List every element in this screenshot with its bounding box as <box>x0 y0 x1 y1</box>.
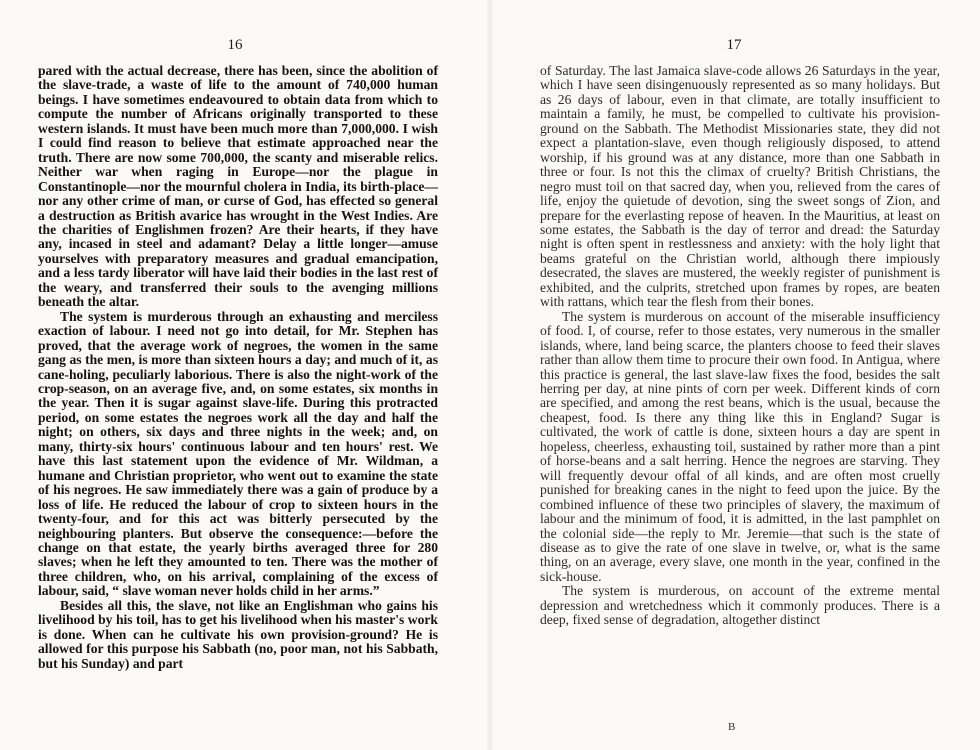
paragraph: Besides all this, the slave, not like an Englishman who gains his livelihood by his toil, has to get his livelihood when his master's work is done. When can he cultivate his own provision-ground? He is allowed for this purpose his Sabbath (no, poor man, not his Sabbath, but his Sunday) and part <box>38 597 438 671</box>
right-page-body <box>540 64 940 628</box>
signature-mark: B <box>728 721 736 733</box>
paragraph: of Saturday. The last Jamaica slave-code allows 26 Saturdays in the year, which I have seen disingenuously represented as so many holidays. But as 26 days of labour, even in that climate, are totally insufficient to maintain a family, he must, be compelled to cultivate his provision-ground on the Sabbath. The Methodist Missionaries state, they did not expect a plantation-slave, even though religiously disposed, to attend worship, if his ground was at any distance, more than one Sabbath in three or four. Is not this the climax of cruelty? British Christians, the negro must toil on that sacred day, when you, relieved from the cares of life, enjoy the quietude of devotion, sing the sweet songs of Zion, and prepare for the everlasting repose of heaven. In the Mauritius, at least on some estates, the Sabbath is the day of terror and dread: the Saturday night is often spent in restlessness and anxiety: with the holy light that beams grateful on the Christian world, although there impiously desecrated, the slaves are mustered, the weekly register of punishment is exhibited, and the culprits, stretched upon frames by ropes, are beaten with rattans, which tear the flesh from their bones. <box>540 63 940 310</box>
right-page <box>490 0 980 750</box>
page-number-right: 17 <box>726 37 742 53</box>
paragraph: pared with the actual decrease, there has been, since the abolition of the slave-trade, a waste of life to the amount of 740,000 human beings. I have sometimes endeavoured to obtain data from which to compute the number of Africans originally transported to these western islands. It must have been much more than 7,000,000. I wish I could find reason to believe that estimate approached near the truth. There are now some 700,000, the scanty and miserable relics. Neither war when raging in Europe—nor the plague in Constantinople—nor the mournful cholera in India, its birth-place—nor any other crime of man, or curse of God, has effected so general a destruction as British avarice has wrought in the West Indies. Are the charities of Englishmen frozen? Are their hearts, if they have any, incased in steel and adamant? Delay a little longer—amuse yourselves with preparatory measures and gradual emancipation, and a less tardy liberator will have laid their bodies in the last rest of the weary, and transferred their souls to the avenging millions beneath the altar. <box>38 63 438 310</box>
left-page-body <box>38 64 438 671</box>
page-number-left: 16 <box>227 37 243 53</box>
paragraph: The system is murderous on account of the miserable insufficiency of food. I, of course, refer to those estates, very numerous in the smaller islands, where, land being scarce, the planters choose to feed their slaves rather than allow them time to procure their own food. In Antigua, where this practice is general, the last slave-law fixes the food, besides the salt herring per day, at nine pints of corn per week. Different kinds of corn are specified, and among the rest beans, which is the usual, because the cheapest, food. Is there any thing like this in England? Sugar is cultivated, the work of cattle is done, sixteen hours a day are spent in hopeless, cheerless, exhausting toil, sustained by rather more than a pint of horse-beans and a salt herring. Hence the negroes are starving. They will frequently devour offal of all kinds, and are often most cruelly punished for breaking canes in the night to feed upon the juice. By the combined influence of these two principles of slavery, the maximum of labour and the minimum of food, it is admitted, in the last pamphlet on the colonial side—the reply to Mr. Jeremie—that such is the state of disease as to give the rate of one slave in twelve, or, what is the same thing, on an average, every slave, one month in the year, confined in the sick-house. <box>540 308 940 584</box>
paragraph: The system is murderous through an exhausting and merciless exaction of labour. I need not go into detail, for Mr. Stephen has proved, that the average work of negroes, the women in the same gang as the men, is more than sixteen hours a day; and much of it, as cane-holing, peculiarly laborious. There is also the night-work of the crop-season, on an average five, and, on some estates, six months in the year. Then it is sugar against slave-life. During this protracted period, on some estates the negroes work all the day and half the night; on others, six days and three nights in the week; and, on many, thirty-six hours' continuous labour and ten hours' rest. We have this last statement upon the evidence of Mr. Wildman, a humane and Christian proprietor, who went out to examine the state of his negroes. He saw immediately there was a gain of produce by a loss of life. He reduced the labour of crop to sixteen hours in the twenty-four, and for this act was bitterly persecuted by the neighbouring planters. But observe the consequence:—before the change on that estate, the yearly births averaged three for 280 slaves; when he left they amounted to ten. There was the mother of three children, who, on his arrival, complaining of the excess of labour, said, “ slave woman never holds child in her arms.” <box>38 308 438 599</box>
paragraph: The system is murderous, on account of the extreme mental depression and wretchedness which it commonly produces. There is a deep, fixed sense of degradation, altogether distinct <box>540 583 940 628</box>
